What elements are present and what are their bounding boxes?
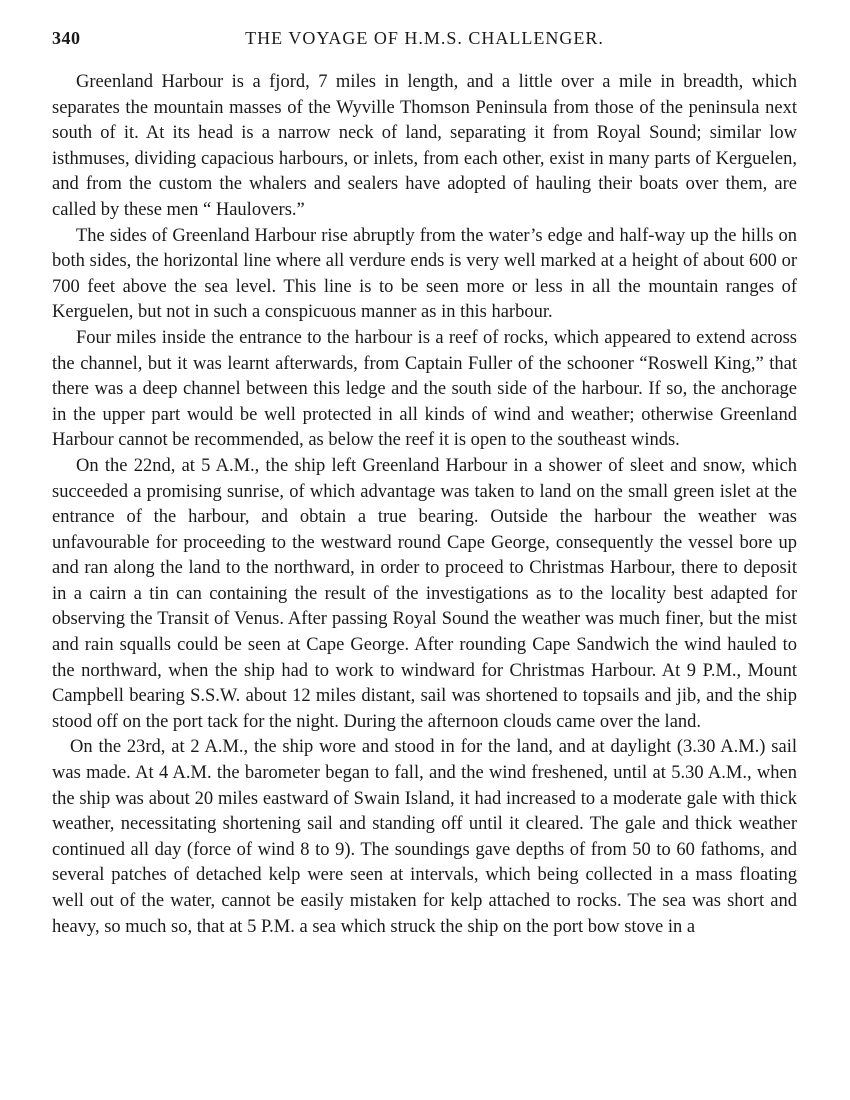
page-body bbox=[52, 70, 797, 940]
book-page bbox=[52, 28, 797, 940]
paragraph-reef-of-rocks: Four miles inside the entrance to the harbour is a reef of rocks, which appeared to extend across the channel, but it was learnt afterwards, from Captain Fuller of the schooner “Roswell King,” that there was a deep channel between this ledge and the south side of the harbour. If so, the anchorage in the upper part would be well protected in all kinds of wind and weather; otherwise Greenland Harbour cannot be recommended, as below the reef it is open to the southeast winds. bbox=[52, 327, 797, 451]
paragraph-23rd: On the 23rd, at 2 A.M., the ship wore and stood in for the land, and at daylight (3.30 A.M.) sail was made. At 4 A.M. the barometer began to fall, and the wind freshened, until at 5.30 A.M., when the ship was about 20 miles eastward of Swain Island, it had increased to a moderate gale with thick weather, necessitating shortening sail and standing off until it cleared. The gale and thick weather continued all day (force of wind 8 to 9). The soundings gave depths of from 50 to 60 fathoms, and several patches of detached kelp were seen at intervals, which being collected in a mass floating well out of the water, cannot be easily mistaken for kelp attached to rocks. The sea was short and heavy, so much so, that at 5 P.M. a sea which struck the ship on the port bow stove in a bbox=[52, 737, 797, 937]
page-number: 340 bbox=[52, 28, 81, 48]
paragraph-greenland-harbour: Greenland Harbour is a fjord, 7 miles in length, and a little over a mile in breadth, which separates the mountain masses of the Wyville Thomson Peninsula from those of the peninsula next south of it. At its head is a narrow neck of land, separating it from Royal Sound; similar low isthmuses, dividing capacious harbours, or inlets, from each other, exist in many parts of Kerguelen, and from the custom the whalers and sealers have adopted of hauling their boats over them, are called by these men “ Haulovers.” bbox=[52, 72, 797, 220]
paragraph-harbour-sides: The sides of Greenland Harbour rise abruptly from the water’s edge and half-way up the hills on both sides, the horizontal line where all verdure ends is very well marked at a height of about 600 or 700 feet above the sea level. This line is to be seen more or less in all the mountain ranges of Kerguelen, but not in such a conspicuous manner as in this harbour. bbox=[52, 225, 797, 323]
paragraph-22nd: On the 22nd, at 5 A.M., the ship left Greenland Harbour in a shower of sleet and snow, which succeeded a promising sunrise, of which advantage was taken to land on the small green islet at the entrance of the harbour, and obtain a true bearing. Outside the harbour the weather was unfavourable for proceeding to the westward round Cape George, consequently the vessel bore up and ran along the land to the northward, in order to proceed to Christmas Harbour, there to deposit in a cairn a tin can containing the result of the investigations as to the locality best adapted for observing the Transit of Venus. After passing Royal Sound the weather was much finer, but the mist and rain squalls could be seen at Cape George. After rounding Cape Sandwich the wind hauled to the northward, when the ship had to work to windward for Christmas Harbour. At 9 P.M., Mount Campbell bearing S.S.W. about 12 miles distant, sail was shortened to topsails and jib, and the ship stood off on the port tack for the night. During the afternoon clouds came over the land. bbox=[52, 455, 797, 732]
page-header bbox=[52, 28, 797, 52]
running-title: THE VOYAGE OF H.M.S. CHALLENGER. bbox=[245, 28, 604, 48]
